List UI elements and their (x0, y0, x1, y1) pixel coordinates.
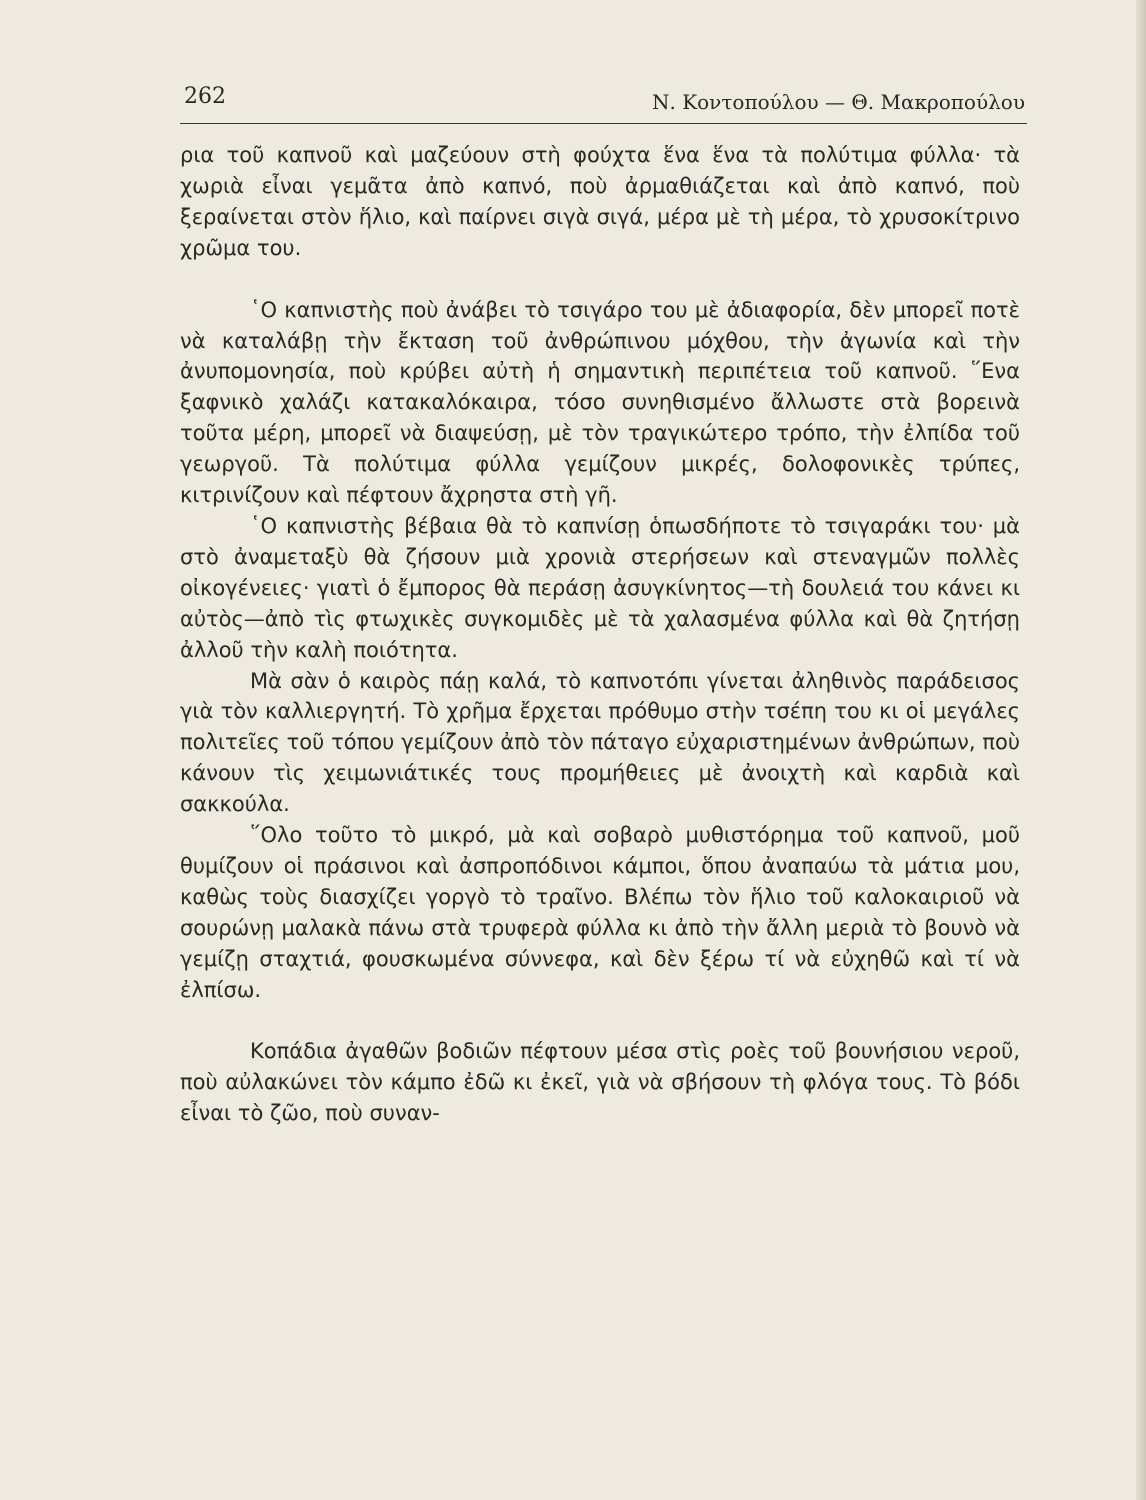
paragraph-2: ῾Ο καπνιστὴς ποὺ ἀνάβει τὸ τσιγάρο του μὲ ἀδιαφορία, δὲν μπορεῖ ποτὲ νὰ καταλάβῃ τὴν ἔκταση τοῦ ἀνθρώπινου μόχθου, τὴν ἀγωνία καὶ τὴν ἀνυπομονησία, ποὺ κρύβει αὐτὴ ἡ σημαντικὴ περιπέτεια τοῦ καπνοῦ. ῞Ενα ξαφνικὸ χαλάζι κατακαλόκαιρα, τόσο συνηθισμένο ἄλλωστε στὰ βορεινὰ τοῦτα μέρη, μπορεῖ νὰ διαψεύσῃ, μὲ τὸν τραγικώτερο τρόπο, τὴν ἐλπίδα τοῦ γεωργοῦ. Τὰ πολύτιμα φύλλα γεμίζουν μικρές, δολοφονικὲς τρύπες, κιτρινίζουν καὶ πέφτουν ἄχρηστα στὴ γῆ. (180, 297, 1020, 508)
paragraph-4: Μὰ σὰν ὁ καιρὸς πάῃ καλά, τὸ καπνοτόπι γίνεται ἀληθινὸς παράδεισος γιὰ τὸν καλλιεργητή. Τὸ χρῆμα ἔρχεται πρόθυμο στὴν τσέπη του κι οἱ μεγάλες πολιτεῖες τοῦ τόπου γεμίζουν ἀπὸ τὸν πάταγο εὐχαριστημένων ἀνθρώπων, ποὺ κάνουν τὶς χειμωνιάτικές τους προμήθειες μὲ ἀνοιχτὴ καὶ καρδιὰ καὶ σακκούλα. (180, 668, 1020, 817)
paragraph-5: ῞Ολο τοῦτο τὸ μικρό, μὰ καὶ σοβαρὸ μυθιστόρημα τοῦ καπνοῦ, μοῦ θυμίζουν οἱ πράσινοι καὶ ἀσπροπόδινοι κάμποι, ὅπου ἀναπαύω τὰ μάτια μου, καθὼς τοὺς διασχίζει γοργὸ τὸ τραῖνο. Βλέπω τὸν ἥλιο τοῦ καλοκαιριοῦ νὰ σουρώνῃ μαλακὰ πάνω στὰ τρυφερὰ φύλλα κι ἀπὸ τὴν ἄλλη μεριὰ τὸ βουνὸ νὰ γεμίζῃ σταχτιά, φουσκωμένα σύννεφα, καὶ δὲν ξέρω τί νὰ εὐχηθῶ καὶ τί νὰ ἐλπίσω. (180, 823, 1020, 1002)
header-rule (180, 123, 1027, 124)
page-header (180, 84, 1025, 124)
paragraph-1: ρια τοῦ καπνοῦ καὶ μαζεύουν στὴ φούχτα ἕνα ἕνα τὰ πολύτιμα φύλλα· τὰ χωριὰ εἶναι γεμᾶτα ἀπὸ καπνό, ποὺ ἀρμαθιάζεται καὶ ἀπὸ καπνό, ποὺ ξεραίνεται στὸν ἥλιο, καὶ παίρνει σιγὰ σιγά, μέρα μὲ τὴ μέρα, τὸ χρυσοκίτρινο χρῶμα του. (180, 143, 1020, 260)
paragraph-3: ῾Ο καπνιστὴς βέβαια θὰ τὸ καπνίσῃ ὁπωσδήποτε τὸ τσιγαράκι του· μὰ στὸ ἀναμεταξὺ θὰ ζήσουν μιὰ χρονιὰ στερήσεων καὶ στεναγμῶν πολλὲς οἰκογένειες· γιατὶ ὁ ἔμπορος θὰ περάσῃ ἀσυγκίνητος—τὴ δουλειά του κάνει κι αὐτὸς—ἀπὸ τὶς φτωχικὲς συγκομιδὲς μὲ τὰ χαλασμένα φύλλα καὶ θὰ ζητήσῃ ἀλλοῦ τὴν καλὴ ποιότητα. (180, 513, 1020, 662)
body-text (180, 140, 1020, 1129)
running-head: Ν. Κοντοπούλου — Θ. Μακροπούλου (651, 90, 1025, 114)
paragraph-6: Κοπάδια ἀγαθῶν βοδιῶν πέφτουν μέσα στὶς ροὲς τοῦ βουνήσιου νεροῦ, ποὺ αὐλακώνει τὸν κάμπο ἐδῶ κι ἐκεῖ, γιὰ νὰ σβήσουν τὴ φλόγα τους. Τὸ βόδι εἶναι τὸ ζῶο, ποὺ συναν- (180, 1039, 1020, 1126)
page-edge-shadow (1136, 0, 1146, 1500)
page-number: 262 (184, 84, 226, 109)
